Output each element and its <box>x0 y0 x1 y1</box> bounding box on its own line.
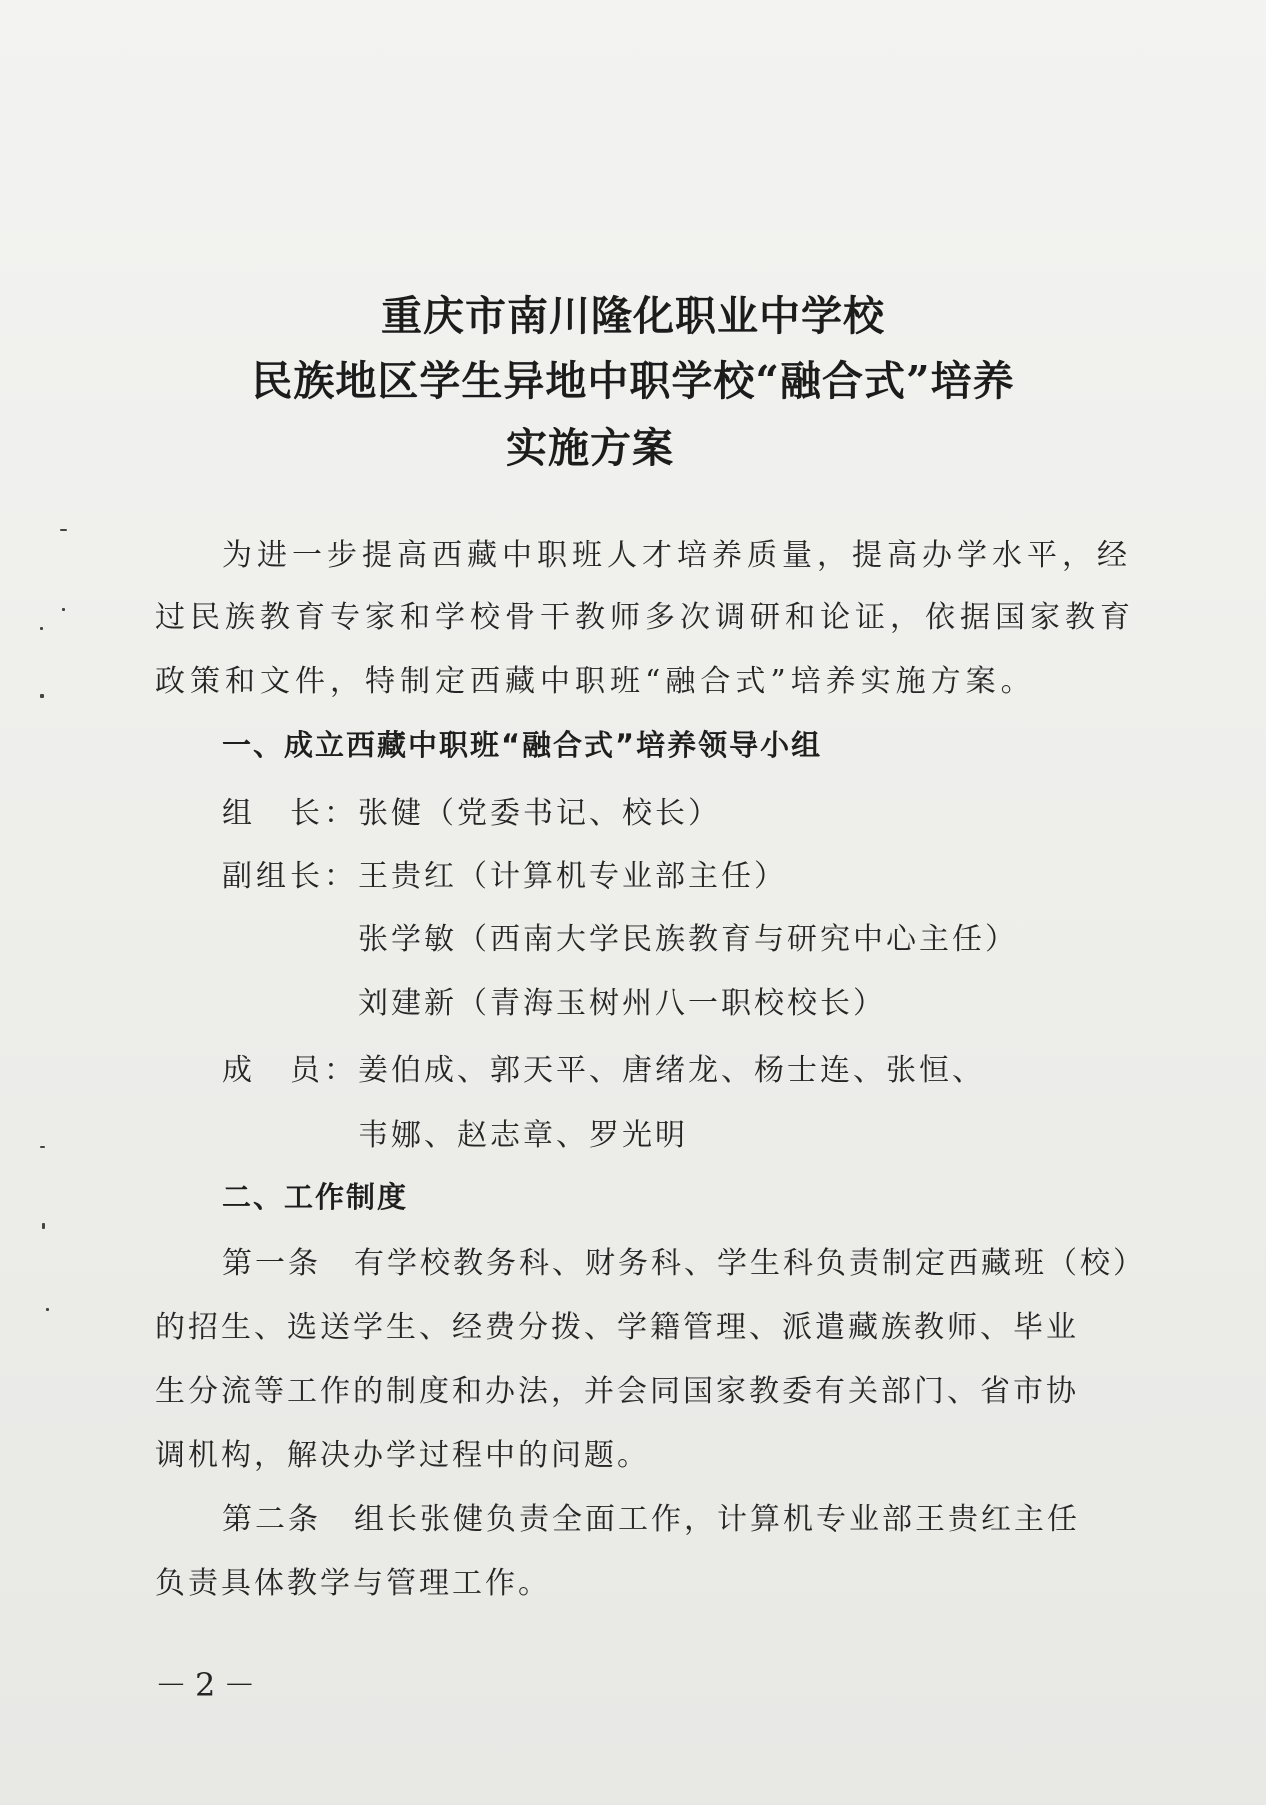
intro-line-3: 政策和文件，特制定西藏中职班“融合式”培养实施方案。 <box>155 664 1036 699</box>
deputy-item: 王贵红（计算机专业部主任） <box>358 859 787 894</box>
document-title-line-3: 实施方案 <box>506 424 674 472</box>
scan-speck <box>62 608 65 611</box>
page-number: －2－ <box>155 1666 264 1704</box>
members-line-1: 姜伯成、郭天平、唐绪龙、杨士连、张恒、 <box>358 1053 985 1088</box>
article-1-line-3: 生分流等工作的制度和办法，并会同国家教委有关部门、省市协 <box>155 1374 1079 1409</box>
members-label: 成 员： <box>222 1053 358 1088</box>
scan-speck <box>60 529 67 531</box>
leader-label: 组 长： <box>222 796 358 831</box>
deputy-label: 副组长： <box>222 859 358 894</box>
scan-speck <box>40 694 44 698</box>
section-2-heading: 二、工作制度 <box>222 1180 409 1214</box>
article-1-line-1: 第一条 有学校教务科、财务科、学生科负责制定西藏班（校） <box>222 1246 1146 1281</box>
deputy-item: 刘建新（青海玉树州八一职校校长） <box>358 986 886 1021</box>
members-line-2: 韦娜、赵志章、罗光明 <box>358 1118 688 1153</box>
document-title-line-1: 重庆市南川隆化职业中学校 <box>381 292 885 340</box>
deputy-item: 张学敏（西南大学民族教育与研究中心主任） <box>358 922 1018 957</box>
scan-speck <box>40 1146 45 1148</box>
article-1-line-4: 调机构，解决办学过程中的问题。 <box>155 1438 650 1473</box>
article-2-line-2: 负责具体教学与管理工作。 <box>155 1566 551 1601</box>
scan-speck <box>40 627 43 630</box>
document-title-line-2: 民族地区学生异地中职学校“融合式”培养 <box>251 357 1015 405</box>
leader-value: 张健（党委书记、校长） <box>358 796 721 831</box>
intro-line-1: 为进一步提高西藏中职班人才培养质量，提高办学水平，经 <box>222 538 1132 573</box>
scan-speck <box>42 1223 45 1229</box>
intro-line-2: 过民族教育专家和学校骨干教师多次调研和论证，依据国家教育 <box>155 600 1135 635</box>
article-2-line-1: 第二条 组长张健负责全面工作，计算机专业部王贵红主任 <box>222 1502 1080 1537</box>
article-1-line-2: 的招生、选送学生、经费分拨、学籍管理、派遣藏族教师、毕业 <box>155 1310 1079 1345</box>
section-1-heading: 一、成立西藏中职班“融合式”培养领导小组 <box>222 728 823 762</box>
scan-speck <box>46 1308 49 1311</box>
